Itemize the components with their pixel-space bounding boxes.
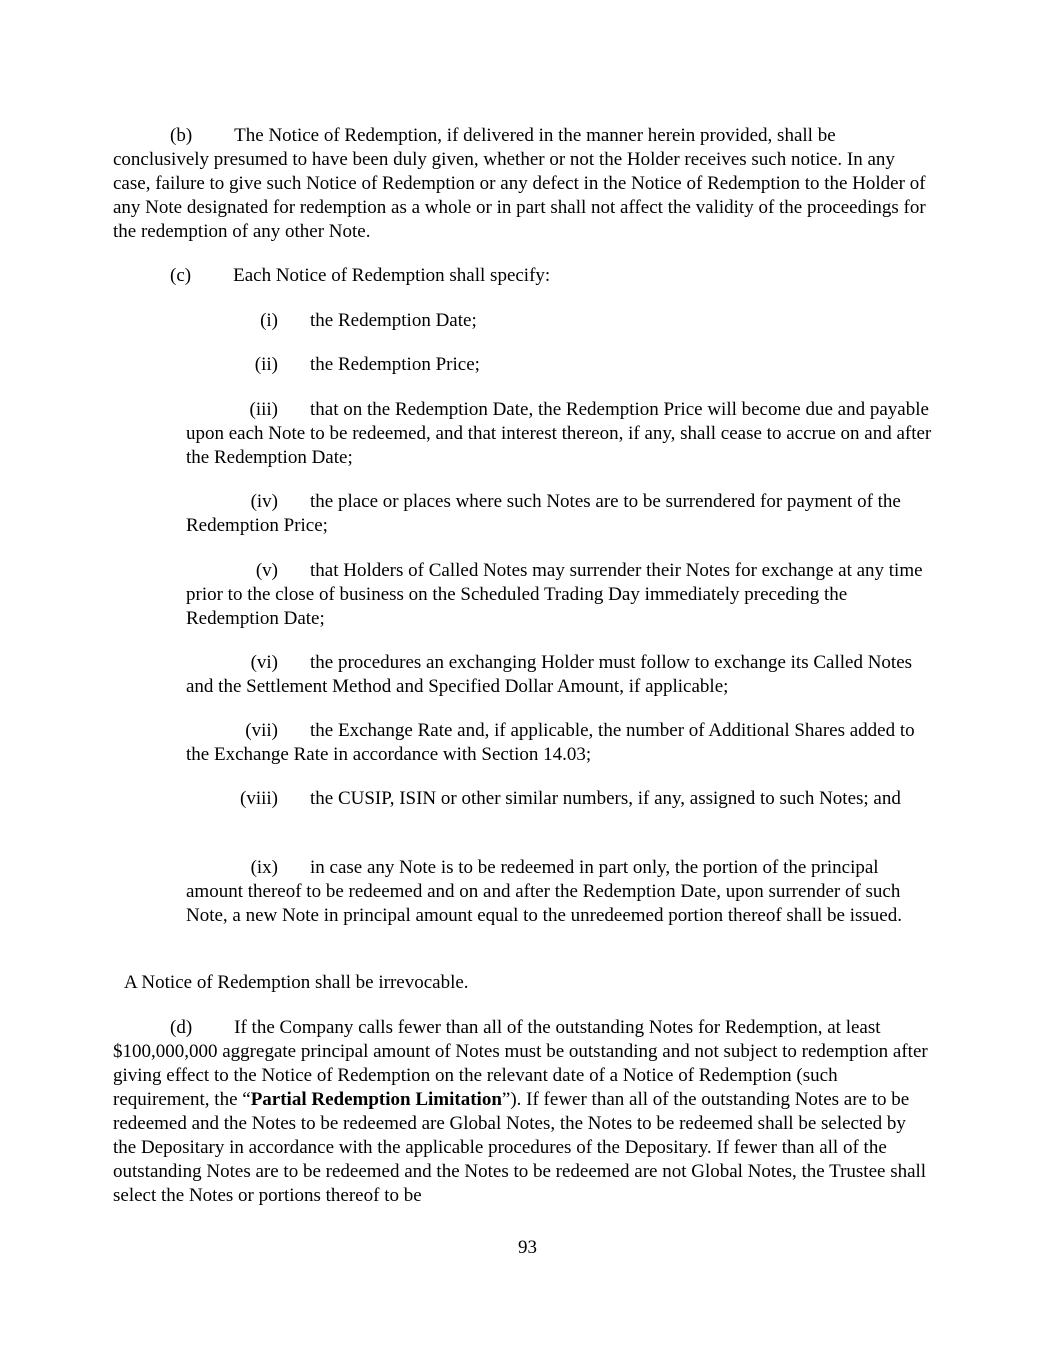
page-number: 93 — [518, 1237, 537, 1258]
list-item-number: (v) — [255, 560, 278, 581]
list-item-number: (vi) — [250, 652, 278, 673]
list-item — [186, 398, 936, 470]
paragraph-d-text-before: If the Company calls fewer than all of the outstanding Notes for Redemption, at least $100,000,000 aggregate principal amount of Notes must be outstanding and not subject to redemption after giving effect to the Notice of Redemption on the relevant date of a Notice of Redemption (such requirement, the “ — [113, 1017, 928, 1110]
list-item-number: (viii) — [240, 788, 278, 809]
paragraph-c-marker: (c) — [170, 265, 192, 286]
list-item-text: the CUSIP, ISIN or other similar numbers, if any, assigned to such Notes; and — [310, 788, 901, 809]
list-item — [186, 651, 936, 699]
list-item-text: the procedures an exchanging Holder must follow to exchange its Called Notes and the Settlement Method and Specified Dollar Amount, if applicable; — [186, 652, 913, 697]
list-item-text: the Exchange Rate and, if applicable, the number of Additional Shares added to the Exchange Rate in accordance with Section 14.03; — [186, 720, 915, 765]
list-item-text: the place or places where such Notes are to be surrendered for payment of the Redemption Price; — [186, 491, 901, 536]
list-item-number: (iii) — [249, 399, 278, 420]
list-item — [186, 309, 936, 333]
paragraph-b-marker: (b) — [170, 125, 193, 146]
paragraph-b — [113, 124, 933, 244]
paragraph-c — [170, 264, 930, 288]
list-item-text: that on the Redemption Date, the Redemption Price will become due and payable upon each Note to be redeemed, and that interest thereon, if any, shall cease to accrue on and after the Redemption Date; — [186, 399, 932, 468]
list-item-text: the Redemption Date; — [310, 310, 477, 331]
list-item-number: (i) — [260, 310, 278, 331]
paragraph-d-text-after: ”). If fewer than all of the outstanding Notes are to be redeemed and the Notes to be redeemed are Global Notes, the Notes to be redeemed shall be selected by the Depositary in accordance with the applicable procedures of the Depositary. If fewer than all of the outstanding Notes are to be redeemed and the Notes to be redeemed are not Global Notes, the Trustee shall select the Notes or portions thereof to be — [113, 1089, 927, 1206]
list-item — [186, 559, 936, 631]
irrevocable-statement: A Notice of Redemption shall be irrevocable. — [124, 972, 469, 993]
list-item-text: in case any Note is to be redeemed in part only, the portion of the principal amount thereof to be redeemed and on and after the Redemption Date, upon surrender of such Note, a new Note in principal amount equal to the unredeemed portion thereof shall be issued. — [186, 857, 902, 926]
list-item-number: (ix) — [250, 857, 278, 878]
paragraph-c-text: Each Notice of Redemption shall specify: — [233, 265, 551, 286]
list-item — [186, 787, 936, 811]
list-item — [186, 719, 936, 767]
list-item-number: (vii) — [245, 720, 278, 741]
list-item-number: (iv) — [250, 491, 278, 512]
paragraph-d — [113, 1016, 933, 1208]
list-item-number: (ii) — [254, 354, 278, 375]
list-item — [186, 490, 936, 538]
paragraph-d-marker: (d) — [170, 1017, 193, 1038]
list-item-text: the Redemption Price; — [310, 354, 480, 375]
list-item — [186, 353, 936, 377]
list-item — [186, 856, 936, 928]
list-item-text: that Holders of Called Notes may surrender their Notes for exchange at any time prior to the close of business on the Scheduled Trading Day immediately preceding the Redemption Date; — [186, 560, 923, 629]
paragraph-b-text: The Notice of Redemption, if delivered in the manner herein provided, shall be conclusively presumed to have been duly given, whether or not the Holder receives such notice. In any case, failure to give such Notice of Redemption or any defect in the Notice of Redemption to the Holder of any Note designated for redemption as a whole or in part shall not affect the validity of the proceedings for the redemption of any other Note. — [113, 125, 926, 242]
defined-term: Partial Redemption Limitation — [250, 1089, 502, 1110]
